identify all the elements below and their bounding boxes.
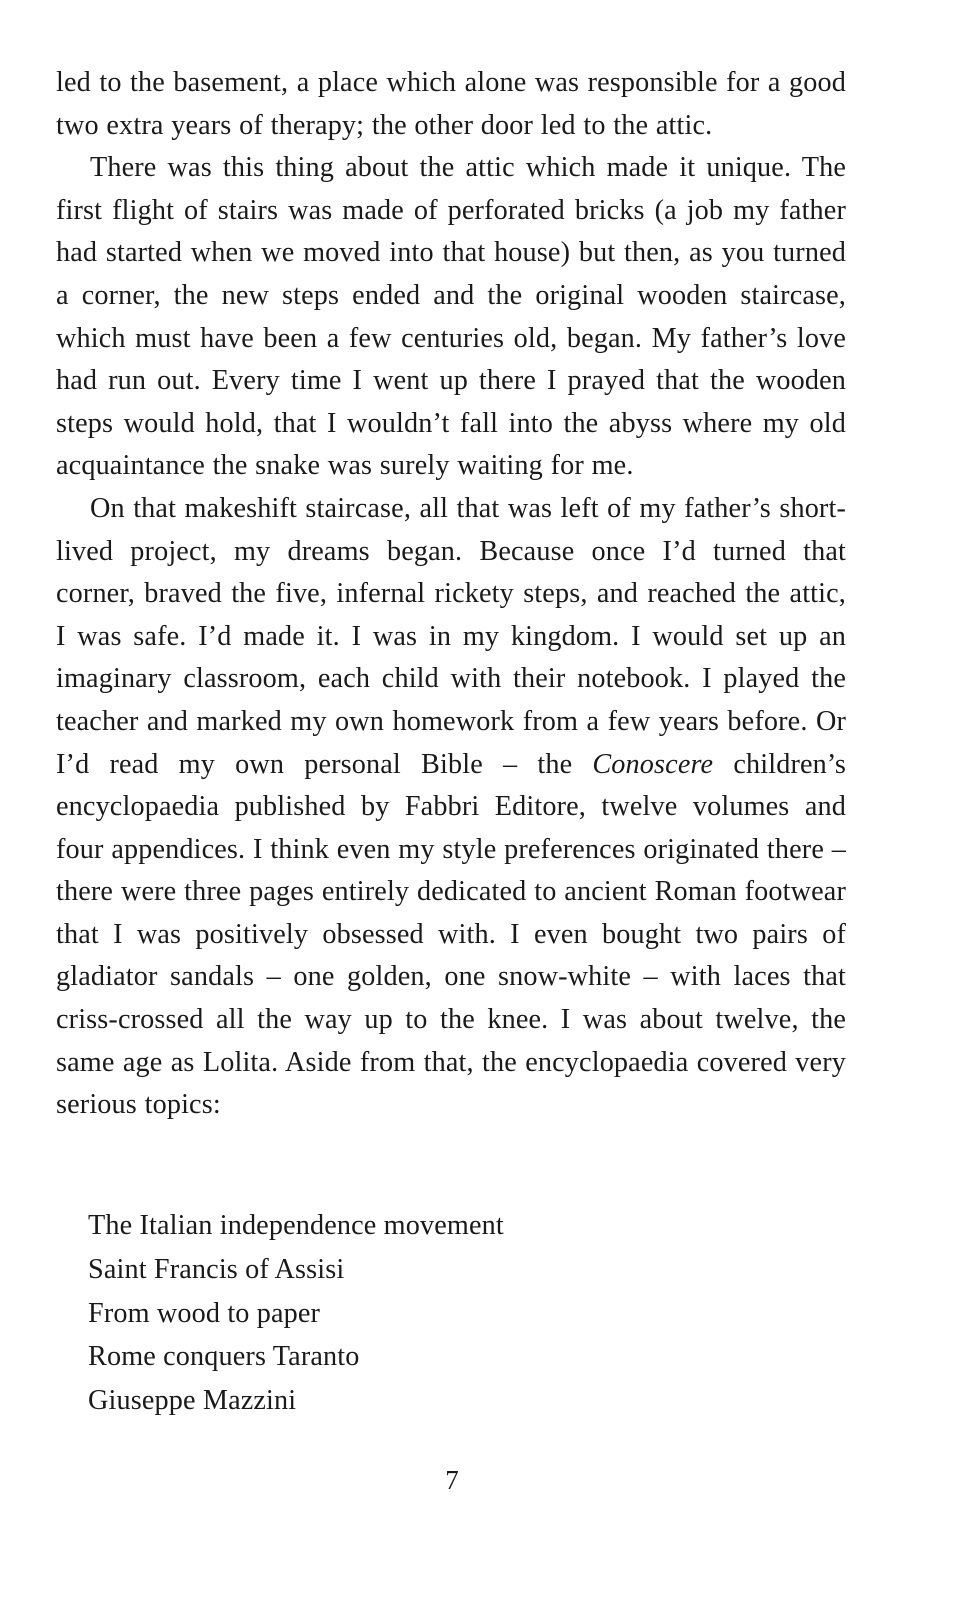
paragraph-kingdom (56, 488, 846, 1127)
paragraph-kingdom-part-2: children’s encyclopaedia published by Fabbri Editore, twelve volumes and four appendices. I think even my style preferences originated there – there were three pages entirely dedicated to ancient Roman footwear that I was positively obsessed with. I even bought two pairs of gladiator sandals – one golden, one snow-white – with laces that criss-crossed all the way up to the knee. I was about twelve, the same age as Lolita. Aside from that, the encyclopaedia covered very serious topics: (56, 748, 846, 1121)
list-item: From wood to paper (88, 1297, 321, 1329)
list-item: The Italian independence movement (88, 1210, 504, 1241)
encyclopaedia-topics-list (88, 1204, 788, 1423)
list-item: Saint Francis of Assisi (88, 1253, 345, 1285)
paragraph-attic-stairs: There was this thing about the attic which made it unique. The first flight of stairs was made of perforated bricks (a job my father had started when we moved into that house) but then, as you turned a corner, the new steps ended and the original wooden staircase, which must have been a few centuries old, began. My father’s love had run out. Every time I went up there I prayed that the wooden steps would hold, that I wouldn’t fall into the abyss where my old acquaintance the snake was surely waiting for me. (56, 152, 846, 482)
body-text (56, 62, 846, 1127)
paragraph-continuation: led to the basement, a place which alone was responsible for a good two extra years of therapy; the other door led to the attic. (56, 67, 846, 141)
encyclopaedia-title: Conoscere (592, 748, 714, 780)
list-item: Rome conquers Taranto (88, 1341, 360, 1373)
paragraph-kingdom-part-1: On that makeshift staircase, all that was left of my father’s short-lived project, my dreams began. Because once I’d turned that corner, braved the five, infernal rickety steps, and reached the attic, I was safe. I’d made it. I was in my kingdom. I would set up an imaginary classroom, each child with their notebook. I played the teacher and marked my own homework from a few years before. Or I’d read my own personal Bible – the (56, 492, 846, 780)
list-item: Giuseppe Mazzini (88, 1385, 297, 1417)
page-number: 7 (445, 1465, 459, 1495)
